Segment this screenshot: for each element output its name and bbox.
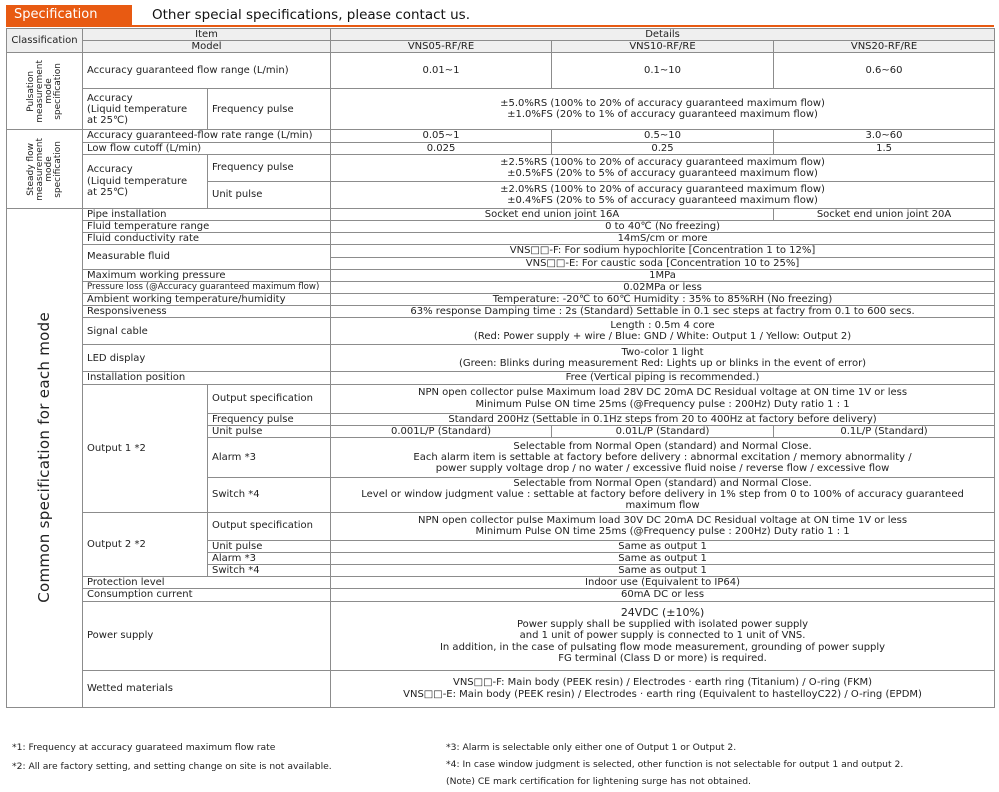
out1-unit-vns10: 0.01L/P (Standard) [552, 425, 774, 437]
steady-label [27, 138, 63, 201]
out2-spec-value [331, 512, 995, 540]
pulsation-classification [7, 53, 83, 130]
pulsation-label-line: measurement [34, 59, 45, 123]
conductivity-label: Fluid conductivity rate [83, 233, 331, 245]
footnote-1: *1: Frequency at accuracy guarateed maximum flow rate [12, 742, 276, 753]
table-row [7, 154, 995, 181]
out1-switch-line: Level or window judgment value : settable at factory before delivery in 1% step from 0 to 100% of accuracy guaranteed maximum flow [361, 489, 964, 512]
footnote-2: *2: All are factory setting, and setting change on site is not available. [12, 761, 332, 772]
pipe-label: Pipe installation [83, 208, 331, 220]
spec-header [6, 5, 994, 27]
steady-accuracy-line: (Liquid temperature [87, 175, 188, 187]
install-value: Free (Vertical piping is recommended.) [331, 372, 995, 384]
pulsation-accuracy-line: at 25℃) [87, 114, 129, 126]
steady-flow-rate-vns20: 3.0~60 [774, 130, 995, 142]
model-vns05: VNS05-RF/RE [331, 41, 552, 53]
out1-alarm-line: Selectable from Normal Open (standard) and Normal Close. [513, 440, 812, 452]
table-row [7, 142, 995, 154]
out1-spec-label: Output specification [208, 384, 331, 413]
table-row [7, 130, 995, 142]
cable-value [331, 318, 995, 345]
steady-cutoff-label: Low flow cutoff (L/min) [83, 142, 331, 154]
out1-switch-line: Selectable from Normal Open (standard) and Normal Close. [513, 478, 812, 489]
ambient-value: Temperature: -20℃ to 60℃ Humidity : 35% to 85%RH (No freezing) [331, 294, 995, 306]
out2-switch-label: Switch *4 [208, 564, 331, 576]
pulsation-label-line: Pulsation [25, 70, 36, 112]
table-row [7, 670, 995, 707]
table-row [7, 294, 995, 306]
led-line: (Green: Blinks during measurement Red: Lights up or blinks in the event of error) [458, 358, 867, 370]
steady-cutoff-vns20: 1.5 [774, 142, 995, 154]
out1-alarm-line: power supply voltage drop / no water / excessive fluid noise / reverse flow / excessive flow [435, 463, 890, 475]
out2-spec-line: Minimum Pulse ON time 25ms (@Frequency pulse : 200Hz) Duty ratio 1 : 1 [475, 526, 850, 538]
out2-alarm-label: Alarm *3 [208, 552, 331, 564]
col-classification: Classification [7, 29, 83, 53]
pulsation-freq-pulse-value [331, 89, 995, 130]
fluid-temp-label: Fluid temperature range [83, 220, 331, 232]
row-model-label: Model [83, 41, 331, 53]
common-classification [7, 208, 83, 707]
measurable-label: Measurable fluid [83, 245, 331, 269]
table-row [7, 41, 995, 53]
output2-label: Output 2 *2 [83, 512, 208, 577]
steady-cutoff-vns05: 0.025 [331, 142, 552, 154]
table-row [7, 233, 995, 245]
pressure-loss-label: Pressure loss (@Accuracy guaranteed maximum flow) [83, 281, 331, 293]
pulsation-freq-pulse-line: ±5.0%RS (100% to 20% of accuracy guaranteed maximum flow) [500, 98, 825, 110]
table-row [7, 306, 995, 318]
protection-label: Protection level [83, 577, 331, 589]
out1-unit-vns05: 0.001L/P (Standard) [331, 425, 552, 437]
power-line: Power supply shall be supplied with isolated power supply [516, 619, 809, 631]
steady-flow-rate-vns05: 0.05~1 [331, 130, 552, 142]
wetted-line: VNS□□-F: Main body (PEEK resin) / Electrodes · earth ring (Titanium) / O-ring (FKM) [452, 677, 873, 689]
table-row [7, 512, 995, 540]
pulsation-label [27, 60, 63, 123]
led-label: LED display [83, 345, 331, 372]
out2-alarm-value: Same as output 1 [331, 552, 995, 564]
ambient-label: Ambient working temperature/humidity [83, 294, 331, 306]
out1-freq-value: Standard 200Hz (Settable in 0.1Hz steps from 20 to 400Hz at factory before delivery) [331, 413, 995, 425]
protection-value: Indoor use (Equivalent to IP64) [331, 577, 995, 589]
wetted-label: Wetted materials [83, 670, 331, 707]
steady-freq-pulse-line: ±2.5%RS (100% to 20% of accuracy guaranteed maximum flow) [500, 156, 825, 168]
pulsation-flow-range-vns05: 0.01~1 [331, 53, 552, 89]
steady-unit-pulse-line: ±0.4%FS (20% to 5% of accuracy guaranteed maximum flow) [507, 194, 818, 206]
out1-unit-vns20: 0.1L/P (Standard) [774, 425, 995, 437]
pipe-value-20a: Socket end union joint 20A [774, 208, 995, 220]
wetted-value [331, 670, 995, 707]
model-vns20: VNS20-RF/RE [774, 41, 995, 53]
pulsation-accuracy-line: (Liquid temperature [87, 103, 188, 115]
out2-spec-line: NPN open collector pulse Maximum load 30V DC 20mA DC Residual voltage at ON time 1V or less [418, 514, 908, 526]
model-vns10: VNS10-RF/RE [552, 41, 774, 53]
steady-flow-rate-label: Accuracy guaranteed-flow rate range (L/min) [83, 130, 331, 142]
out1-spec-value [331, 384, 995, 413]
table-row [7, 220, 995, 232]
consumption-label: Consumption current [83, 589, 331, 601]
steady-label-line: measurement [34, 137, 45, 201]
out1-switch-label: Switch *4 [208, 478, 331, 513]
col-details: Details [331, 29, 995, 41]
steady-freq-pulse-value [331, 154, 995, 181]
output1-label: Output 1 *2 [83, 384, 208, 512]
out2-switch-value: Same as output 1 [331, 564, 995, 576]
out1-spec-line: Minimum Pulse ON time 25ms (@Frequency pulse : 200Hz) Duty ratio 1 : 1 [475, 398, 850, 410]
pipe-value-16a: Socket end union joint 16A [331, 208, 774, 220]
pulsation-label-line: specification [52, 62, 63, 120]
out1-freq-label: Frequency pulse [208, 413, 331, 425]
pulsation-label-line: mode [43, 78, 54, 105]
table-row [7, 281, 995, 293]
out1-alarm-value [331, 438, 995, 478]
table-row [7, 577, 995, 589]
power-line: 24VDC (±10%) [620, 605, 705, 619]
pulsation-accuracy-line: Accuracy [87, 92, 133, 104]
common-label: Common specification for each mode [35, 312, 54, 604]
consumption-value: 60mA DC or less [331, 589, 995, 601]
spec-tab-label: Specification [6, 5, 132, 25]
steady-label-line: specification [52, 140, 63, 198]
pulsation-flow-range-label: Accuracy guaranteed flow range (L/min) [83, 53, 331, 89]
max-pressure-value: 1MPa [331, 269, 995, 281]
pulsation-freq-pulse-label: Frequency pulse [208, 89, 331, 130]
pulsation-freq-pulse-line: ±1.0%FS (20% to 1% of accuracy guaranteed maximum flow) [507, 109, 818, 121]
steady-accuracy-label [83, 154, 208, 208]
steady-label-line: Steady flow [25, 142, 36, 196]
measurable-f-value: VNS□□-F: For sodium hypochlorite [Concentration 1 to 12%] [331, 245, 995, 257]
out2-spec-label: Output specification [208, 512, 331, 540]
steady-cutoff-vns10: 0.25 [552, 142, 774, 154]
steady-unit-pulse-line: ±2.0%RS (100% to 20% of accuracy guaranteed maximum flow) [500, 183, 825, 195]
out1-switch-value [331, 478, 995, 513]
table-row [7, 589, 995, 601]
led-line: Two-color 1 light [621, 347, 704, 359]
table-row [7, 601, 995, 670]
table-row [7, 384, 995, 413]
steady-freq-pulse-label: Frequency pulse [208, 154, 331, 181]
pulsation-flow-range-vns20: 0.6~60 [774, 53, 995, 89]
steady-accuracy-line: at 25℃) [87, 186, 129, 198]
install-label: Installation position [83, 372, 331, 384]
pulsation-flow-range-vns10: 0.1~10 [552, 53, 774, 89]
power-line: In addition, in the case of pulsating flow mode measurement, grounding of power supply [439, 641, 886, 653]
measurable-e-value: VNS□□-E: For caustic soda [Concentration 10 to 25%] [331, 257, 995, 269]
out1-alarm-line: Each alarm item is settable at factory before delivery : abnormal excitation / memory abnormality / [413, 451, 912, 463]
power-value [331, 601, 995, 670]
power-line: FG terminal (Class D or more) is required. [558, 652, 767, 664]
contact-note: Other special specifications, please contact us. [152, 7, 470, 23]
steady-accuracy-line: Accuracy [87, 164, 133, 176]
out1-unit-label: Unit pulse [208, 425, 331, 437]
conductivity-value: 14mS/cm or more [331, 233, 995, 245]
footnote-4: *4: In case window judgment is selected, other function is not selectable for output 1 and output 2. [446, 759, 904, 770]
table-row [7, 29, 995, 41]
out2-unit-value: Same as output 1 [331, 540, 995, 552]
cable-label: Signal cable [83, 318, 331, 345]
responsiveness-value: 63% response Damping time : 2s (Standard) Settable in 0.1 sec steps at factry from 0.1 to 600 secs. [331, 306, 995, 318]
table-row [7, 245, 995, 257]
fluid-temp-value: 0 to 40℃ (No freezing) [331, 220, 995, 232]
steady-unit-pulse-label: Unit pulse [208, 181, 331, 208]
power-label: Power supply [83, 601, 331, 670]
table-row [7, 318, 995, 345]
table-row [7, 269, 995, 281]
footnote-note: (Note) CE mark certification for lightening surge has not obtained. [446, 776, 751, 787]
cable-line: Length : 0.5m 4 core [610, 320, 715, 332]
cable-line: (Red: Power supply + wire / Blue: GND / White: Output 1 / Yellow: Output 2) [473, 331, 852, 343]
steady-classification [7, 130, 83, 208]
table-row [7, 53, 995, 89]
steady-label-line: mode [43, 156, 54, 182]
steady-freq-pulse-line: ±0.5%FS (20% to 5% of accuracy guaranteed maximum flow) [507, 167, 818, 179]
pressure-loss-value: 0.02MPa or less [331, 281, 995, 293]
col-item: Item [83, 29, 331, 41]
out1-spec-line: NPN open collector pulse Maximum load 28V DC 20mA DC Residual voltage at ON time 1V or less [418, 387, 908, 399]
table-row [7, 372, 995, 384]
power-line: and 1 unit of power supply is connected to 1 unit of VNS. [519, 630, 806, 642]
spec-table [6, 28, 995, 708]
out1-alarm-label: Alarm *3 [208, 438, 331, 478]
steady-unit-pulse-value [331, 181, 995, 208]
table-row [7, 345, 995, 372]
max-pressure-label: Maximum working pressure [83, 269, 331, 281]
led-value [331, 345, 995, 372]
steady-flow-rate-vns10: 0.5~10 [552, 130, 774, 142]
out2-unit-label: Unit pulse [208, 540, 331, 552]
wetted-line: VNS□□-E: Main body (PEEK resin) / Electrodes · earth ring (Equivalent to hastelloyC22) / O-ring (EPDM) [403, 688, 922, 700]
table-row [7, 208, 995, 220]
responsiveness-label: Responsiveness [83, 306, 331, 318]
footnote-3: *3: Alarm is selectable only either one of Output 1 or Output 2. [446, 742, 737, 753]
pulsation-accuracy-label [83, 89, 208, 130]
table-row [7, 89, 995, 130]
